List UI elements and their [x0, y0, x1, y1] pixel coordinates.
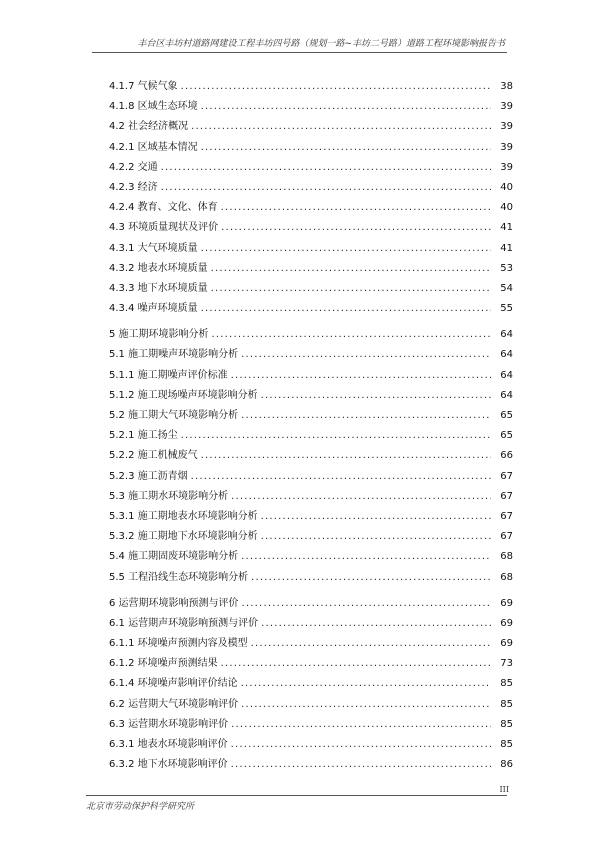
toc-entry-page: 67 [500, 510, 513, 522]
toc-leader-dots [191, 467, 491, 487]
toc-entry[interactable] [109, 259, 513, 279]
toc-entry-title: 6.1.4 环境噪声影响评价结论 [109, 678, 238, 690]
toc-entry-title: 6.1.2 环境噪声预测结果 [109, 658, 218, 670]
toc-leader-dots [231, 755, 491, 775]
toc-entry-title: 6.2 运营期大气环境影响评价 [109, 698, 239, 710]
toc-entry[interactable] [109, 568, 513, 588]
toc-entry[interactable] [109, 158, 513, 178]
toc-entry-page: 73 [500, 658, 513, 670]
toc-entry[interactable] [109, 299, 513, 319]
toc-entry[interactable] [109, 117, 513, 137]
toc-entry-page: 39 [500, 121, 513, 133]
toc-entry[interactable] [109, 507, 513, 527]
toc-entry-title: 6.3.2 地下水环境影响评价 [109, 759, 228, 771]
toc-entry[interactable] [109, 695, 513, 715]
toc-leader-dots [242, 594, 491, 614]
toc-entry-page: 69 [500, 597, 513, 609]
toc-entry-title: 4.3.4 噪声环境质量 [109, 303, 198, 315]
toc-entry-title: 4.2 社会经济概况 [109, 121, 189, 133]
toc-entry[interactable] [109, 178, 513, 198]
toc-leader-dots [201, 239, 491, 259]
toc-entry-title: 5.2.1 施工扬尘 [109, 430, 178, 442]
toc-leader-dots [212, 325, 491, 345]
toc-entry-page: 66 [500, 450, 513, 462]
toc-entry[interactable] [109, 239, 513, 259]
toc-entry-title: 4.2.1 区域基本情况 [109, 141, 198, 153]
toc-entry-page: 39 [500, 161, 513, 173]
toc-leader-dots [231, 735, 491, 755]
toc-entry-title: 4.2.4 教育、文化、体育 [109, 202, 218, 214]
toc-entry[interactable] [109, 345, 513, 365]
toc-entry[interactable] [109, 715, 513, 735]
toc-leader-dots [191, 117, 491, 137]
toc-entry[interactable] [109, 674, 513, 694]
toc-leader-dots [161, 158, 491, 178]
toc-entry-title: 6.3 运营期水环境影响评价 [109, 718, 229, 730]
toc-entry-page: 39 [500, 101, 513, 113]
toc-entry-title: 5.1.1 施工期噪声评价标准 [109, 369, 228, 381]
toc-entry-page: 67 [500, 490, 513, 502]
toc-leader-dots [241, 406, 491, 426]
toc-entry-page: 64 [500, 389, 513, 401]
toc-entry[interactable] [109, 487, 513, 507]
toc-entry[interactable] [109, 279, 513, 299]
toc-entry-page: 40 [500, 181, 513, 193]
toc-entry[interactable] [109, 735, 513, 755]
toc-entry-page: 85 [500, 718, 513, 730]
toc-entry-page: 67 [500, 470, 513, 482]
toc-entry-title: 5.2 施工期大气环境影响分析 [109, 410, 239, 421]
toc-entry[interactable] [109, 527, 513, 547]
toc-entry-page: 69 [500, 617, 513, 629]
toc-entry-page: 39 [500, 141, 513, 153]
toc-entry-page: 86 [500, 759, 513, 771]
toc-entry-title: 5.3 施工期水环境影响分析 [109, 490, 229, 502]
toc-entry-page: 68 [500, 571, 513, 583]
toc-leader-dots [241, 695, 491, 715]
toc-leader-dots [181, 426, 491, 446]
toc-entry[interactable] [109, 366, 513, 386]
footer-rule [86, 795, 507, 796]
toc-entry[interactable] [109, 446, 513, 466]
toc-entry-title: 5.1 施工期噪声环境影响分析 [109, 349, 239, 361]
toc-entry-title: 5.2.3 施工沥青烟 [109, 470, 188, 482]
toc-leader-dots [241, 674, 491, 694]
toc-entry-title: 4.3.3 地下水环境质量 [109, 282, 208, 294]
toc-leader-dots [241, 547, 491, 567]
toc-entry-page: 41 [500, 222, 513, 234]
toc-entry[interactable] [109, 97, 513, 117]
toc-entry-title: 5.3.1 施工期地表水环境影响分析 [109, 510, 258, 522]
toc-entry[interactable] [109, 406, 513, 426]
toc-leader-dots [161, 178, 491, 198]
toc-entry-page: 38 [500, 81, 513, 92]
toc-leader-dots [221, 654, 491, 674]
header-rule [92, 52, 507, 53]
toc-leader-dots [251, 634, 491, 654]
page-number: III [499, 785, 509, 794]
toc-entry-title: 5.1.2 施工现场噪声环境影响分析 [109, 389, 258, 401]
toc-leader-dots [231, 366, 491, 386]
toc-entry-title: 5.5 工程沿线生态环境影响分析 [109, 571, 249, 583]
toc-leader-dots [201, 446, 491, 466]
toc-entry-page: 65 [500, 410, 513, 421]
toc-entry-title: 5.2.2 施工机械废气 [109, 450, 198, 462]
toc-entry[interactable] [109, 138, 513, 158]
toc-entry-title: 6 运营期环境影响预测与评价 [109, 597, 239, 609]
toc-entry[interactable] [109, 325, 513, 345]
toc-entry[interactable] [109, 654, 513, 674]
toc-entry-page: 69 [500, 638, 513, 650]
footer-organization: 北京市劳动保护科学研究所 [86, 802, 195, 812]
toc-entry[interactable] [109, 614, 513, 634]
toc-leader-dots [211, 279, 491, 299]
toc-entry-title: 4.1.7 气候气象 [109, 81, 178, 92]
toc-entry-title: 6.1.1 环境噪声预测内容及模型 [109, 638, 248, 650]
toc-entry-page: 67 [500, 531, 513, 543]
toc-entry-page: 64 [500, 329, 513, 341]
toc-leader-dots [201, 299, 491, 319]
toc-entry[interactable] [109, 218, 513, 238]
toc-leader-dots [261, 527, 491, 547]
toc-entry[interactable] [109, 426, 513, 446]
toc-leader-dots [261, 614, 491, 634]
toc-entry[interactable] [109, 467, 513, 487]
toc-leader-dots [231, 715, 491, 735]
toc-leader-dots [241, 345, 491, 365]
toc-entry-page: 85 [500, 698, 513, 710]
toc-leader-dots [221, 218, 491, 238]
toc-leader-dots [231, 487, 491, 507]
toc-entry-page: 65 [500, 430, 513, 442]
toc-entry-title: 5.4 施工期固废环境影响分析 [109, 551, 239, 563]
toc-entry-page: 85 [500, 739, 513, 750]
toc-leader-dots [261, 386, 491, 406]
toc-entry-page: 41 [500, 242, 513, 254]
toc-entry-page: 53 [500, 262, 513, 274]
toc-entry-title: 4.3 环境质量现状及评价 [109, 222, 219, 234]
toc-leader-dots [201, 97, 491, 117]
toc-entry[interactable] [109, 755, 513, 775]
toc-entry-title: 4.2.2 交通 [109, 161, 158, 173]
toc-entry-page: 85 [500, 678, 513, 690]
toc-entry-page: 64 [500, 349, 513, 361]
toc-entry-title: 4.3.2 地表水环境质量 [109, 262, 208, 274]
running-header: 丰台区丰坊村道路网建设工程丰坊四号路（规划一路~丰坊二号路）道路工程环境影响报告书 [137, 39, 505, 49]
toc-leader-dots [221, 198, 491, 218]
toc-leader-dots [251, 568, 491, 588]
toc-entry-page: 68 [500, 551, 513, 563]
toc-entry-title: 5 施工期环境影响分析 [109, 329, 209, 341]
toc-entry[interactable] [109, 77, 513, 97]
toc-leader-dots [201, 138, 491, 158]
toc-entry[interactable] [109, 198, 513, 218]
toc-entry[interactable] [109, 594, 513, 614]
toc-entry-title: 4.1.8 区域生态环境 [109, 101, 198, 113]
toc-entry-title: 6.3.1 地表水环境影响评价 [109, 739, 228, 750]
toc-leader-dots [211, 259, 491, 279]
toc-entry[interactable] [109, 634, 513, 654]
toc-leader-dots [261, 507, 491, 527]
toc-entry-title: 5.3.2 施工期地下水环境影响分析 [109, 531, 258, 543]
toc-entry-page: 55 [500, 303, 513, 315]
toc-leader-dots [181, 77, 491, 97]
toc-entry[interactable] [109, 547, 513, 567]
toc-entry[interactable] [109, 386, 513, 406]
toc-entry-page: 40 [500, 202, 513, 214]
table-of-contents [109, 77, 513, 775]
toc-entry-page: 64 [500, 369, 513, 381]
toc-entry-page: 54 [500, 282, 513, 294]
toc-entry-title: 6.1 运营期声环境影响预测与评价 [109, 617, 259, 629]
toc-entry-title: 4.2.3 经济 [109, 181, 158, 193]
toc-entry-title: 4.3.1 大气环境质量 [109, 242, 198, 254]
